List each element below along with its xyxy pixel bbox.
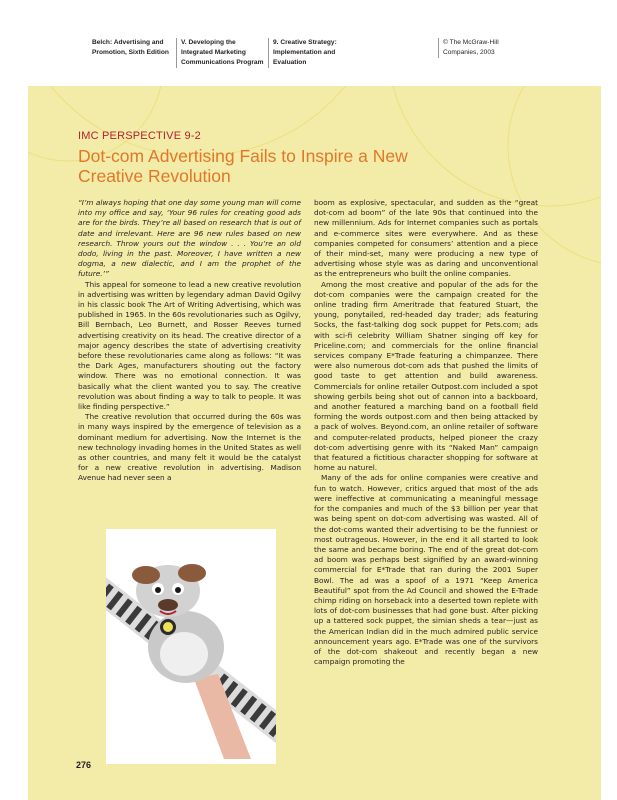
header-book: Belch: Advertising and Promotion, Sixth Edition — [92, 39, 169, 56]
right-column — [314, 198, 538, 667]
sock-puppet-photo — [106, 529, 276, 764]
body-paragraph: Many of the ads for online companies were creative and fun to watch. However, critics argued that most of the ads were ineffective at communicating a meaningful message for the companies and much of the $3 billion per year that was being spent on dot-com advertising was wasted. All of the dot-coms wanted their advertising to be the funniest or most outrageous. However, in the end it all started to look the same and became boring. The end of the great dot-com ad boom was perhaps best signified by an award-winning commercial for E*Trade that ran during the 2001 Super Bowl. The ad was a spoof of a 1971 “Keep America Beautiful” spot from the Ad Council and showed the E-Trade chimp riding on horseback into a deserted town replete with lots of dot-com businesses that had gone bust. After picking up a tattered sock puppet, the simian sheds a tear—just as the American Indian did in the much admired public service announcement years ago. E*Trade was one of the survivors of the dot-com shakeout and recently began a new campaign promoting the — [314, 473, 538, 667]
feature-panel — [28, 86, 601, 800]
body-paragraph: This appeal for someone to lead a new creative revolution in advertising was written by legendary adman David Ogilvy in his classic book The Art of Writing Advertising, which was published in 1965. In the 60s revolutionaries such as Ogilvy, Bill Bernbach, Leo Burnett, and Rosser Reeves turned advertising creativity on its head. The creative director of a major agency describes the state of advertising creativity before these revolutionaries came along as follows: “It was the Dark Ages, manufacturers shouting out the factory window. There was no emotional connection. It was basically what the client wanted you to say. The creative revolution was about finding a way to talk to people. It was like finding perspective.” — [78, 279, 301, 412]
body-paragraph: The creative revolution that occurred during the 60s was in many ways inspired by the emergence of television as a dominant medium for advertising. Now the Internet is the new technology invading homes in the United States as well as other countries, and many felt it would be the catalyst for a new creative revolution in advertising. Madison Avenue had never seen a — [78, 412, 301, 483]
body-paragraph: Among the most creative and popular of the ads for the dot-com companies were the campaign created for the online trading firm Ameritrade that featured Stuart, the young, ponytailed, red-headed day trader; ads featuring Socks, the fast-talking dog sock puppet for Pets.com; ads with sci-fi celebrity William Shatner singing off key for Priceline.com; and commercials for the online financial services company E*Trade featuring a chimpanzee. There were also numerous dot-com ads that pushed the limits of good taste to get attention and build awareness. Commercials for online retailer Outpost.com included a spot showing gerbils being shot out of cannon into a backboard, and another featured a marching band on a football field forming the words outpost.com and then being attacked by a pack of wolves. Beyond.com, an online retailer of software and computer-related products, helped pioneer the crazy dot-com advertising genre with its “Naked Man” campaign that featured a fictitious character shopping for software at home au naturel. — [314, 279, 538, 473]
sock-puppet-icon — [106, 529, 276, 764]
header-chapter: 9. Creative Strategy: Implementation and Evaluation — [268, 38, 357, 68]
header-copyright: © The McGraw-Hill Companies, 2003 — [438, 38, 533, 58]
feature-kicker: IMC PERSPECTIVE 9-2 — [78, 130, 201, 142]
header-part: V. Developing the Integrated Marketing Communications Program — [176, 38, 265, 68]
opening-quote: “I’m always hoping that one day some young man will come into my office and say, ‘Your 96 rules for creating good ads are for the birds. They’re all based on research that is out of date and irrelevant. Here are 96 new rules based on new research. Throw yours out the window . . . You’re an old dodo, living in the past. Moreover, I have written a new dogma, a new dialectic, and I am the prophet of the future.’” — [78, 198, 301, 279]
feature-title: Dot-com Advertising Fails to Inspire a New Creative Revolution — [78, 146, 408, 186]
page-number: 276 — [76, 760, 92, 770]
left-column — [78, 198, 301, 484]
body-paragraph: boom as explosive, spectacular, and sudden as the “great dot-com ad boom” of the late 90s that continued into the new millennium. Ads for Internet companies such as portals and e-commerce sites were everywhere. And as these companies competed for consumers’ attention and a piece of their mind-set, many were producing a new type of advertising whose style was as daring and unconventional as the entrepreneurs who built the online companies. — [314, 198, 538, 279]
